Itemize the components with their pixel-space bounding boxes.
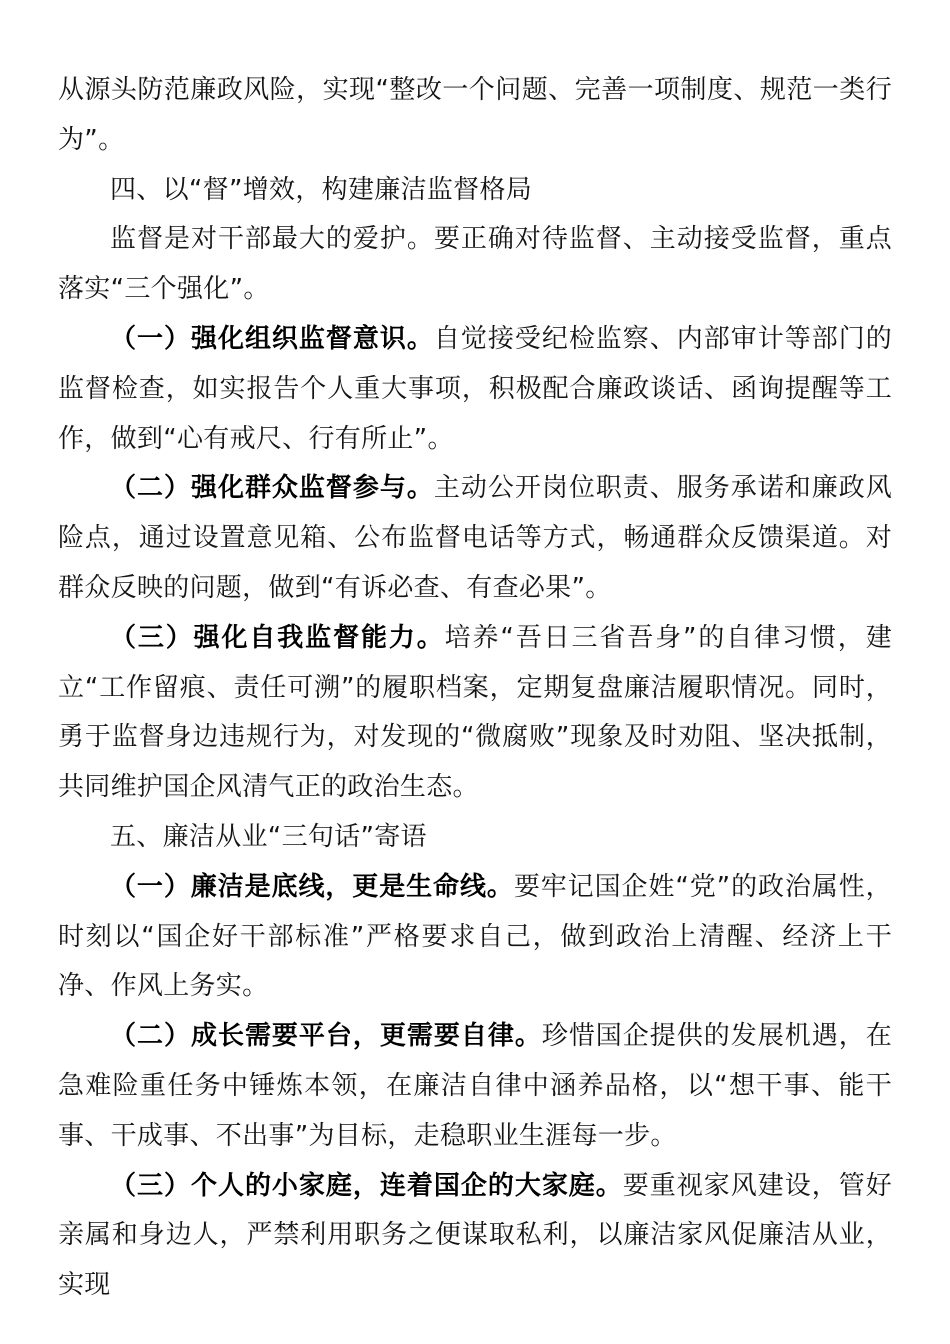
item-5-1-title: （一）廉洁是底线，更是生命线。: [110, 871, 514, 902]
paragraph-item-4-2: [58, 464, 892, 613]
item-4-3-body: 培养“吾日三省吾身”的自律习惯，建立“工作留痕、责任可溯”的履职档案，定期复盘廉洁履职情况。同时，勇于监督身边违规行为，对发现的“微腐败”现象及时劝阻、坚决抵制，共同维护国企风清气正的政治生态。: [58, 622, 892, 803]
item-4-3-title: （三）强化自我监督能力。: [110, 622, 445, 653]
item-5-2-title: （二）成长需要平台，更需要自律。: [110, 1021, 542, 1052]
item-4-1-title: （一）强化组织监督意识。: [110, 323, 434, 354]
paragraph-item-5-1: [58, 863, 892, 1012]
item-4-2-body: 主动公开岗位职责、服务承诺和廉政风险点，通过设置意见箱、公布监督电话等方式，畅通群众反馈渠道。对群众反映的问题，做到“有诉必查、有查必果”。: [58, 473, 892, 603]
item-5-2-body: 珍惜国企提供的发展机遇，在急难险重任务中锤炼本领，在廉洁自律中涵养品格，以“想干事、能干事、干成事、不出事”为目标，走稳职业生涯每一步。: [58, 1021, 892, 1151]
item-5-1-body: 要牢记国企姓“党”的政治属性，时刻以“国企好干部标准”严格要求自己，做到政治上清醒、经济上干净、作风上务实。: [58, 871, 892, 1002]
item-5-3-body: 要重视家风建设，管好亲属和身边人，严禁利用职务之便谋取私利，以廉洁家风促廉洁从业，实现: [58, 1170, 892, 1301]
paragraph-continuation: 从源头防范廉政风险，实现“整改一个问题、完善一项制度、规范一类行为”。: [58, 75, 892, 155]
section-heading-5: 五、廉洁从业“三句话”寄语: [110, 821, 427, 852]
paragraph-item-4-1: [58, 315, 892, 464]
section-heading-4: 四、以“督”增效，构建廉洁监督格局: [110, 174, 533, 205]
paragraph-supervision-intro: 监督是对干部最大的爱护。要正确对待监督、主动接受监督，重点落实“三个强化”。: [58, 224, 892, 305]
paragraph-item-5-3: [58, 1162, 892, 1311]
paragraph-item-5-2: [58, 1012, 892, 1161]
item-4-1-body: 自觉接受纪检监察、内部审计等部门的监督检查，如实报告个人重大事项，积极配合廉政谈话、函询提醒等工作，做到“心有戒尺、行有所止”。: [58, 323, 892, 454]
item-5-3-title: （三）个人的小家庭，连着国企的大家庭。: [110, 1170, 623, 1201]
item-4-2-title: （二）强化群众监督参与。: [110, 473, 434, 504]
paragraph-item-4-3: [58, 614, 892, 813]
